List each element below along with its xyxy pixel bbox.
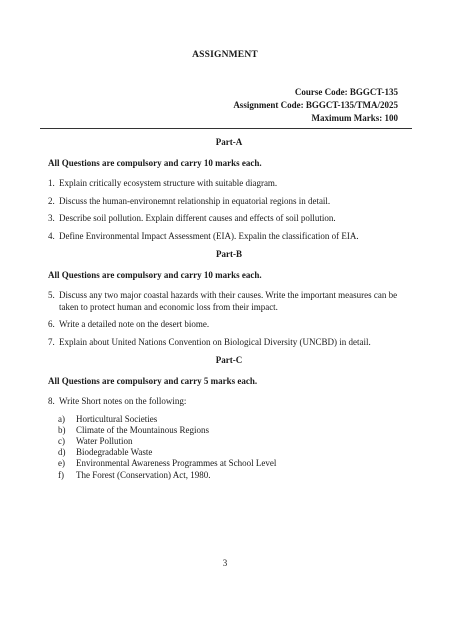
question-number: 4. (48, 230, 55, 241)
part-a (48, 136, 410, 242)
short-notes-list (48, 414, 410, 481)
question-text: Explain about United Nations Convention on Biological Diversity (UNCBD) in detail. (59, 336, 371, 347)
part-title: Part-B (216, 249, 242, 259)
note-text: Water Pollution (76, 435, 133, 446)
question-item (48, 231, 410, 243)
note-label: c) (58, 435, 65, 446)
question-item (48, 319, 410, 331)
question-number: 6. (48, 319, 55, 329)
note-label: f) (58, 469, 64, 480)
question-item (48, 196, 410, 208)
maximum-marks: Maximum Marks: 100 (311, 113, 398, 123)
question-text: Define Environmental Impact Assessment (EIA). Expalin the classification of EIA. (59, 230, 359, 241)
part-title: Part-C (215, 355, 243, 365)
question-text: Write Short notes on the following: (59, 396, 187, 406)
note-label: e) (58, 458, 65, 469)
assignment-code: Assignment Code: BGGCT-135/TMA/2025 (233, 100, 398, 110)
note-text: Biodegradable Waste (76, 447, 153, 458)
note-item (58, 447, 410, 458)
question-text: Discuss any two major coastal hazards with their causes. Write the important measures can be taken to protect human and economic loss from their impact. (59, 290, 398, 312)
question-text: Discuss the human-environemnt relationship in equatorial regions in detail. (59, 195, 331, 206)
note-item (58, 414, 410, 425)
note-item (58, 436, 410, 447)
header-divider (40, 128, 412, 129)
note-text: Environmental Awareness Programmes at School Level (76, 458, 277, 469)
question-number: 5. (48, 290, 55, 300)
part-c (48, 354, 410, 481)
note-item (58, 425, 410, 436)
part-b (48, 248, 410, 348)
note-label: d) (58, 447, 66, 458)
note-item (58, 458, 410, 469)
question-item (48, 337, 410, 349)
part-instruction: All Questions are compulsory and carry 10 marks each. (48, 158, 262, 168)
note-item (58, 470, 410, 481)
part-instruction: All Questions are compulsory and carry 5 marks each. (48, 376, 258, 386)
assignment-content (48, 136, 410, 481)
question-item (48, 178, 410, 190)
question-text: Describe soil pollution. Explain different causes and effects of soil pollution. (59, 213, 336, 223)
course-code: Course Code: BGGCT-135 (294, 87, 398, 97)
part-instruction: All Questions are compulsory and carry 10 marks each. (48, 270, 262, 280)
part-title: Part-A (215, 137, 243, 147)
note-label: b) (58, 424, 66, 435)
question-number: 7. (48, 336, 55, 347)
page-number: 3 (222, 558, 228, 568)
question-item (48, 396, 410, 408)
question-number: 1. (48, 178, 55, 188)
page-title: ASSIGNMENT (192, 50, 258, 60)
question-item (48, 213, 410, 225)
question-number: 2. (48, 195, 55, 206)
note-text: The Forest (Conservation) Act, 1980. (76, 469, 211, 480)
question-number: 3. (48, 213, 55, 223)
note-text: Horticultural Societies (76, 413, 158, 424)
question-text: Write a detailed note on the desert biome. (59, 319, 210, 329)
question-text: Explain critically ecosystem structure with suitable diagram. (59, 178, 278, 188)
note-text: Climate of the Mountainous Regions (76, 424, 209, 435)
course-meta (233, 86, 398, 125)
note-label: a) (58, 413, 65, 424)
question-number: 8. (48, 396, 55, 406)
question-item (48, 290, 410, 313)
